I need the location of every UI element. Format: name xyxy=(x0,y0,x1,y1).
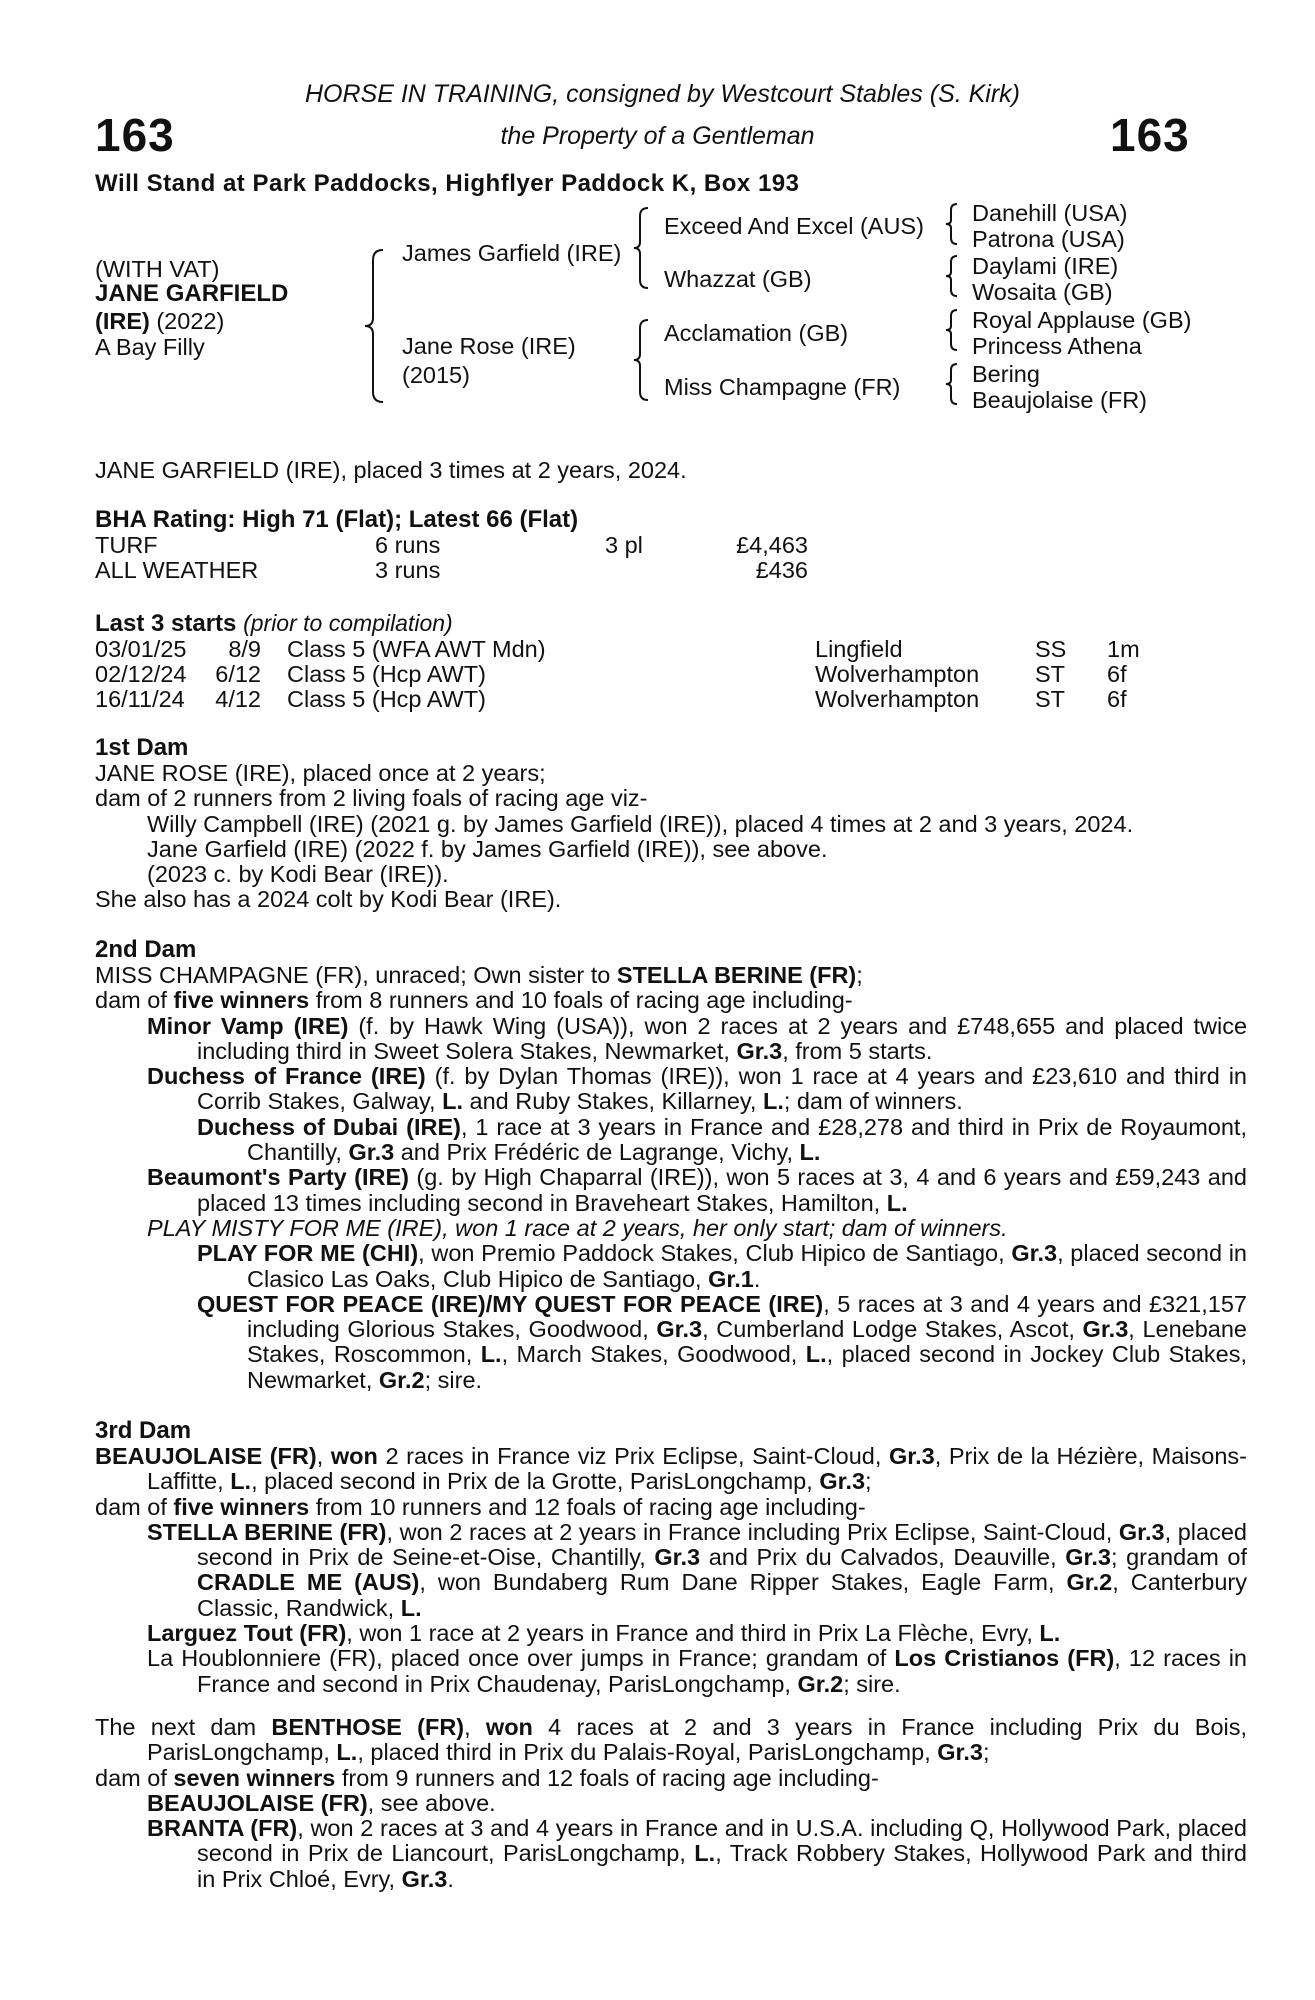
third-dam-intro: BEAUJOLAISE (FR), won 2 races in France viz Prix Eclipse, Saint-Cloud, Gr.3, Prix de la Hézière, Maisons-Laffitte, L., placed second in Prix de la Grotte, ParisLongchamp, Gr.3; xyxy=(95,1443,1247,1495)
first-dam-section xyxy=(95,735,1195,913)
main-brace xyxy=(363,248,387,404)
rating-heading: BHA Rating: High 71 (Flat); Latest 66 (Flat) xyxy=(95,506,579,533)
first-dam-line: She also has a 2024 colt by Kodi Bear (IRE). xyxy=(95,886,562,913)
stand-location: Will Stand at Park Paddocks, Highflyer Paddock K, Box 193 xyxy=(95,170,800,197)
produce-entry: STELLA BERINE (FR), won 2 races at 2 years in France including Prix Eclipse, Saint-Cloud, Gr.3, placed second in Prix de Seine-et-Oise, Chantilly, Gr.3 and Prix du Calvados, Deauville, Gr.3; grandam of CRADLE ME (AUS), won Bundaberg Rum Dane Ripper Stakes, Eagle Farm, Gr.2, Canterbury Classic, Randwick, L. xyxy=(147,1518,1248,1621)
start-row: 02/12/24 6/12 Class 5 (Hcp AWT) Wolverhampton ST 6f xyxy=(95,661,1127,687)
brace-sd xyxy=(944,254,960,298)
ssd: Patrona (USA) xyxy=(972,226,1125,252)
start-row: 16/11/24 4/12 Class 5 (Hcp AWT) Wolverhampton ST 6f xyxy=(95,686,1127,712)
dam: Jane Rose (IRE) xyxy=(402,333,576,359)
produce-entry: Beaumont's Party (IRE) (g. by High Chaparral (IRE)), won 5 races at 3, 4 and 6 years and £59,243 and placed 13 times including second in Braveheart Stakes, Hamilton, L. xyxy=(147,1164,1247,1216)
dds: Bering xyxy=(972,361,1040,387)
produce-entry: Duchess of Dubai (IRE), 1 race at 3 years in France and £28,278 and third in Prix de Royaumont, Chantilly, Gr.3 and Prix Frédéric de Lagrange, Vichy, L. xyxy=(197,1113,1247,1166)
third-dam-heading: 3rd Dam xyxy=(95,1417,192,1444)
first-dam-heading: 1st Dam xyxy=(95,734,189,761)
pedigree-chart xyxy=(0,0,1315,420)
dsd: Princess Athena xyxy=(972,333,1142,359)
next-dam-produce-summary: dam of seven winners from 9 runners and 12 foals of racing age including- xyxy=(95,1764,879,1791)
sss: Danehill (USA) xyxy=(972,200,1128,226)
second-dam-section xyxy=(95,936,1248,1393)
start-row: 03/01/25 8/9 Class 5 (WFA AWT Mdn) Lingfield SS 1m xyxy=(95,636,1140,662)
brace-dd xyxy=(944,362,960,406)
produce-entry: Larguez Tout (FR), won 1 race at 2 years in France and third in Prix La Flèche, Evry, L. xyxy=(147,1620,1061,1647)
sdd: Wosaita (GB) xyxy=(972,279,1113,305)
consignor-line: HORSE IN TRAINING, consigned by Westcourt Stables (S. Kirk) xyxy=(304,80,1021,108)
rating-row: TURF 6 runs 3 pl £4,463 xyxy=(95,532,808,558)
dam-sire: Acclamation (GB) xyxy=(664,320,849,346)
horse-name: JANE GARFIELD xyxy=(95,280,289,307)
rating-row: ALL WEATHER 3 runs £436 xyxy=(95,557,808,583)
dam-brace xyxy=(632,318,652,402)
last-starts-note: (prior to compilation) xyxy=(243,610,453,636)
produce-entry: PLAY MISTY FOR ME (IRE), won 1 race at 2 years, her only start; dam of winners. xyxy=(147,1214,1008,1241)
next-dam-intro: The next dam BENTHOSE (FR), won 4 races at 2 and 3 years in France including Prix du Bois, ParisLongchamp, L., placed third in Prix du Palais-Royal, ParisLongchamp, Gr.3; xyxy=(95,1714,1248,1766)
second-dam-intro: MISS CHAMPAGNE (FR), unraced; Own sister to STELLA BERINE (FR); xyxy=(95,962,863,988)
second-dam-produce-summary: dam of five winners from 8 runners and 10 foals of racing age including- xyxy=(95,987,853,1014)
race-summary: JANE GARFIELD (IRE), placed 3 times at 2 years, 2024. xyxy=(95,457,687,483)
second-dam-heading: 2nd Dam xyxy=(95,936,197,963)
produce-entry: QUEST FOR PEACE (IRE)/MY QUEST FOR PEACE (IRE), 5 races at 3 and 4 years and £321,157 including Glorious Stakes, Goodwood, Gr.3, Cumberland Lodge Stakes, Ascot, Gr.3, Lenebane Stakes, Roscommon, L., March Stakes, Goodwood, L., placed second in Jockey Club Stakes, Newmarket, Gr.2; sire. xyxy=(197,1290,1247,1393)
third-dam-produce-summary: dam of five winners from 10 runners and 12 foals of racing age including- xyxy=(95,1493,866,1520)
lot-number-left: 163 xyxy=(95,109,175,161)
produce-entry: PLAY FOR ME (CHI), won Premio Paddock Stakes, Club Hipico de Santiago, Gr.3, placed second in Clasico Las Oaks, Club Hipico de Santiago, Gr.1. xyxy=(197,1240,1247,1292)
sire-dam: Whazzat (GB) xyxy=(664,266,812,292)
produce-line: Jane Garfield (IRE) (2022 f. by James Garfield (IRE)), see above. xyxy=(147,835,828,862)
next-dam-section xyxy=(95,1714,1248,1892)
rating-block xyxy=(95,507,1195,583)
produce-line: (2023 c. by Kodi Bear (IRE)). xyxy=(147,861,449,888)
produce-entry: Duchess of France (IRE) (f. by Dylan Thomas (IRE)), won 1 race at 4 years and £23,610 and third in Corrib Stakes, Galway, L. and Ruby Stakes, Killarney, L.; dam of winners. xyxy=(147,1063,1247,1115)
property-line: the Property of a Gentleman xyxy=(500,122,815,150)
third-dam-section xyxy=(95,1417,1248,1697)
horse-country-year: (IRE) (2022) xyxy=(95,308,225,334)
ddd: Beaujolaise (FR) xyxy=(972,387,1148,413)
brace-ss xyxy=(944,202,960,246)
sire-brace xyxy=(632,206,652,290)
sire-sire: Exceed And Excel (AUS) xyxy=(664,213,924,239)
brace-ds xyxy=(944,308,960,352)
produce-entry: BRANTA (FR), won 2 races at 3 and 4 years in France and in U.S.A. including Q, Hollywood Park, placed second in Prix de Liancourt, ParisLongchamp, L., Track Robbery Stakes, Hollywood Park and third in Prix Chloé, Evry, Gr.3. xyxy=(147,1815,1247,1892)
sds: Daylami (IRE) xyxy=(972,253,1119,279)
first-dam-line: dam of 2 runners from 2 living foals of racing age viz- xyxy=(95,785,648,812)
produce-entry: Minor Vamp (IRE) (f. by Hawk Wing (USA)), won 2 races at 2 years and £748,655 and placed twice including third in Sweet Solera Stakes, Newmarket, Gr.3, from 5 starts. xyxy=(147,1012,1248,1064)
produce-line: Willy Campbell (IRE) (2021 g. by James Garfield (IRE)), placed 4 times at 2 and 3 years, 2024. xyxy=(147,810,1134,837)
dam-year: (2015) xyxy=(402,362,470,388)
lot-number-right: 163 xyxy=(1110,109,1190,161)
last-starts-block xyxy=(95,610,1195,712)
dss: Royal Applause (GB) xyxy=(972,307,1192,333)
sire: James Garfield (IRE) xyxy=(402,240,622,266)
last-starts-heading: Last 3 starts xyxy=(95,610,237,637)
horse-description: A Bay Filly xyxy=(95,334,205,360)
vat-label: (WITH VAT) xyxy=(95,256,220,282)
produce-entry: BEAUJOLAISE (FR), see above. xyxy=(147,1789,496,1816)
produce-entry: La Houblonniere (FR), placed once over jumps in France; grandam of Los Cristianos (FR), 12 races in France and second in Prix Chaudenay, ParisLongchamp, Gr.2; sire. xyxy=(147,1645,1247,1697)
first-dam-line: JANE ROSE (IRE), placed once at 2 years; xyxy=(95,760,546,786)
dam-dam: Miss Champagne (FR) xyxy=(664,374,901,400)
